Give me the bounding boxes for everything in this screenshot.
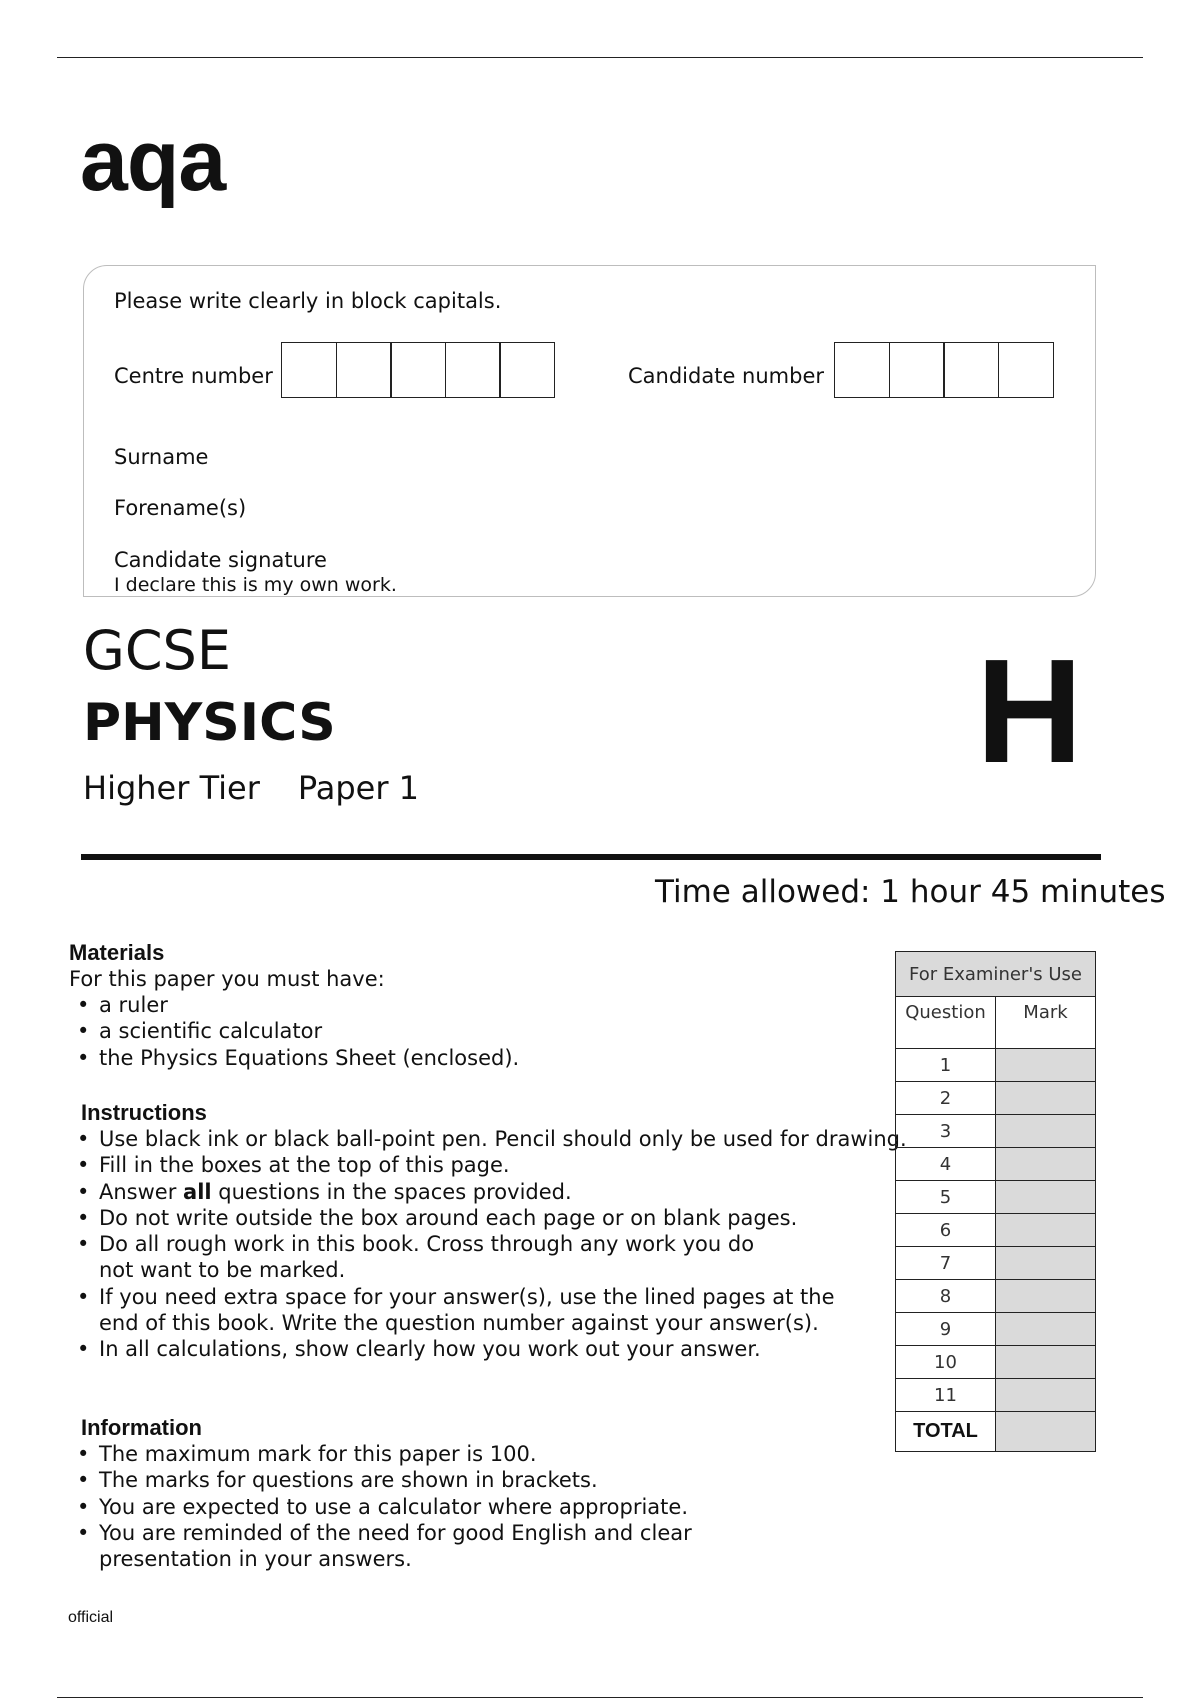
materials-section (69, 940, 829, 1071)
candidate-number-boxes (834, 342, 1054, 398)
paper-label: Paper 1 (297, 769, 420, 807)
centre-number-cell[interactable] (336, 342, 392, 398)
question-number: 3 (896, 1115, 996, 1148)
top-rule (57, 57, 1143, 58)
subject-title: PHYSICS (83, 693, 336, 753)
information-list (65, 1441, 829, 1572)
question-number: 4 (896, 1148, 996, 1181)
mark-cell[interactable] (996, 1247, 1096, 1280)
tier-paper-line (83, 769, 420, 807)
table-row (896, 1148, 1096, 1181)
mark-column-header: Mark (996, 997, 1096, 1049)
mark-cell[interactable] (996, 1181, 1096, 1214)
table-row (896, 1181, 1096, 1214)
tier-label: Higher Tier (83, 769, 260, 807)
list-item: • Use black ink or black ball-point pen. Pencil should only be used for drawing. (65, 1126, 1069, 1152)
table-row (896, 1379, 1096, 1412)
candidate-number-cell[interactable] (834, 342, 890, 398)
forenames-label: Forename(s) (114, 496, 247, 520)
mark-cell[interactable] (996, 1280, 1096, 1313)
list-item: • You are expected to use a calculator where appropriate. (65, 1494, 829, 1520)
question-number: 11 (896, 1379, 996, 1412)
centre-number-cell[interactable] (390, 342, 446, 398)
question-number: 10 (896, 1346, 996, 1379)
block-capitals-instruction: Please write clearly in block capitals. (114, 289, 502, 313)
list-item: • Do all rough work in this book. Cross through any work you do not want to be marked. (65, 1231, 789, 1284)
table-row (896, 1082, 1096, 1115)
list-item: • Do not write outside the box around each page or on blank pages. (65, 1205, 1069, 1231)
candidate-number-cell[interactable] (998, 342, 1054, 398)
title-rule (81, 854, 1101, 860)
signature-label: Candidate signature (114, 548, 327, 572)
qualification-title: GCSE (83, 619, 231, 682)
list-item: • the Physics Equations Sheet (enclosed). (65, 1045, 829, 1071)
table-row (896, 1115, 1096, 1148)
mark-cell[interactable] (996, 1214, 1096, 1247)
list-item: • Answer all questions in the spaces provided. (65, 1179, 1069, 1205)
question-number: 5 (896, 1181, 996, 1214)
question-number: 2 (896, 1082, 996, 1115)
question-number: 8 (896, 1280, 996, 1313)
candidate-number-cell[interactable] (943, 342, 999, 398)
centre-number-label: Centre number (114, 364, 273, 388)
list-item: • a scientific calculator (65, 1018, 829, 1044)
examiner-table-wrapper (895, 951, 1096, 1452)
mark-cell[interactable] (996, 1082, 1096, 1115)
mark-cell[interactable] (996, 1346, 1096, 1379)
examiner-use-table (895, 951, 1096, 1452)
list-item: • You are reminded of the need for good English and clear presentation in your answers. (65, 1520, 799, 1573)
instructions-heading: Instructions (81, 1100, 207, 1125)
question-number: 7 (896, 1247, 996, 1280)
aqa-logo: aqa (80, 113, 226, 209)
list-item: • a ruler (65, 992, 829, 1018)
centre-number-cell[interactable] (281, 342, 337, 398)
table-row (896, 1247, 1096, 1280)
information-section (69, 1415, 829, 1572)
official-label: official (68, 1609, 114, 1626)
materials-list (65, 992, 829, 1071)
question-number: 6 (896, 1214, 996, 1247)
total-row (896, 1412, 1096, 1452)
information-heading: Information (81, 1415, 202, 1440)
examiner-use-heading: For Examiner's Use (896, 952, 1096, 997)
question-column-header: Question (896, 997, 996, 1049)
declaration-text: I declare this is my own work. (114, 574, 397, 596)
candidate-number-label: Candidate number (628, 364, 824, 388)
mark-cell[interactable] (996, 1313, 1096, 1346)
list-item: • The maximum mark for this paper is 100. (65, 1441, 829, 1467)
total-mark-cell[interactable] (996, 1412, 1096, 1452)
centre-number-boxes (281, 342, 555, 398)
candidate-number-cell[interactable] (889, 342, 945, 398)
mark-cell[interactable] (996, 1049, 1096, 1082)
mark-cell[interactable] (996, 1115, 1096, 1148)
mark-cell[interactable] (996, 1148, 1096, 1181)
list-item: • Fill in the boxes at the top of this page. (65, 1152, 1069, 1178)
time-allowed: Time allowed: 1 hour 45 minutes (655, 874, 1166, 910)
materials-intro: For this paper you must have: (69, 967, 385, 991)
table-row (896, 1049, 1096, 1082)
list-item: • If you need extra space for your answer(s), use the lined pages at the end of this book. Write the question number against your answer(s). (65, 1284, 839, 1337)
question-number: 1 (896, 1049, 996, 1082)
list-item: • The marks for questions are shown in brackets. (65, 1467, 829, 1493)
question-number: 9 (896, 1313, 996, 1346)
materials-heading: Materials (69, 940, 165, 965)
surname-label: Surname (114, 445, 209, 469)
mark-cell[interactable] (996, 1379, 1096, 1412)
total-label: TOTAL (896, 1412, 996, 1452)
bottom-rule (57, 1697, 1143, 1698)
centre-number-cell[interactable] (499, 342, 555, 398)
tier-letter: H (976, 629, 1083, 794)
table-row (896, 1346, 1096, 1379)
centre-number-cell[interactable] (445, 342, 501, 398)
table-row (896, 1313, 1096, 1346)
table-row (896, 1280, 1096, 1313)
table-row (896, 1214, 1096, 1247)
list-item: • In all calculations, show clearly how you work out your answer. (65, 1336, 1069, 1362)
